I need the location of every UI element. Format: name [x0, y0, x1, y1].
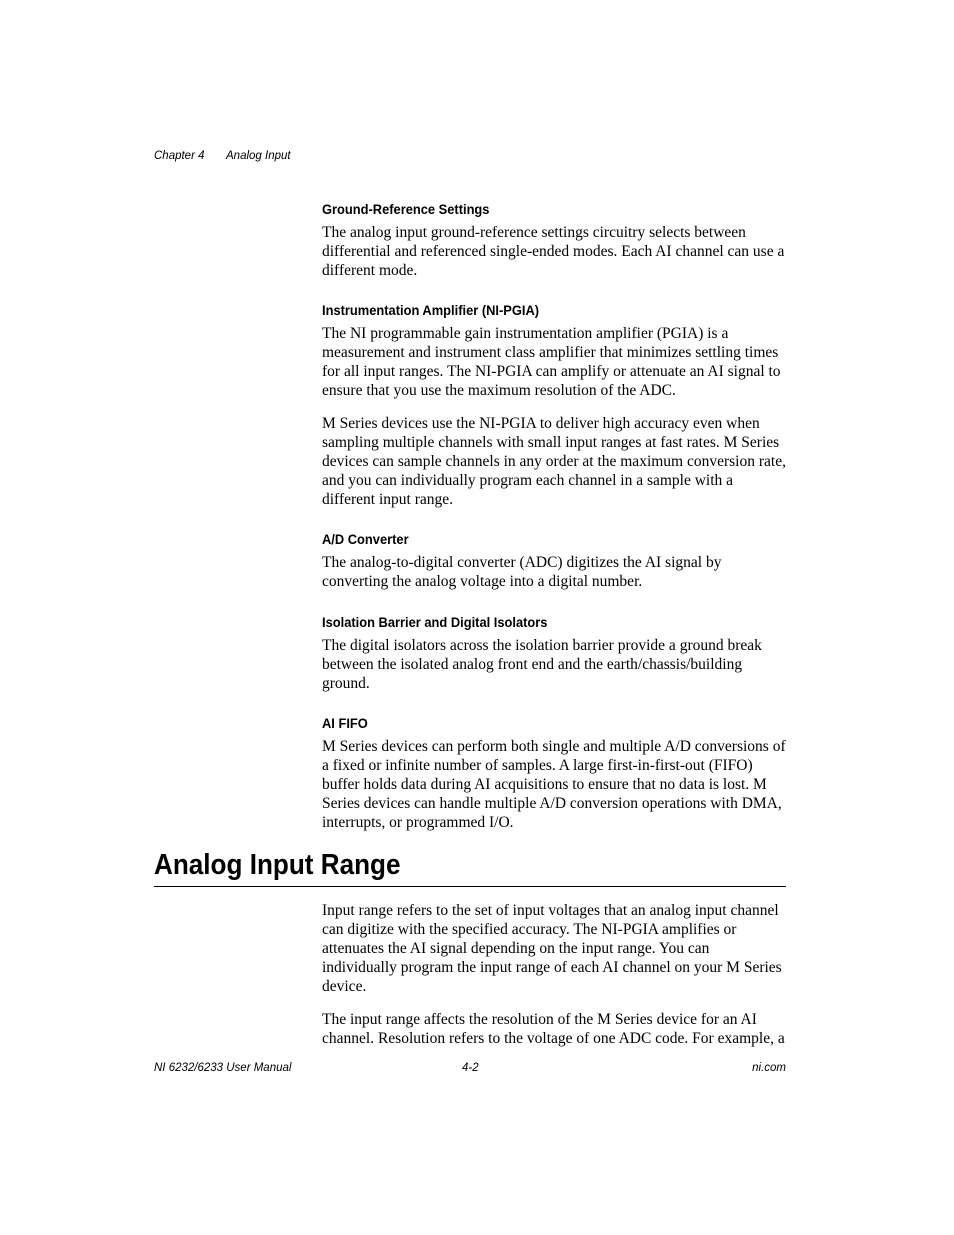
- section-ai-fifo: [322, 714, 788, 832]
- footer-page-number: 4-2: [462, 1062, 479, 1074]
- chapter-label: Chapter 4: [154, 150, 205, 162]
- section-heading: AI FIFO: [322, 715, 368, 731]
- section-heading: Isolation Barrier and Digital Isolators: [322, 614, 548, 630]
- paragraph: The input range affects the resolution of the M Series device for an AI channel. Resolution refers to the voltage of one ADC code. For example, a: [322, 1011, 785, 1047]
- paragraph: M Series devices can perform both single and multiple A/D conversions of a fixed or infinite number of samples. A large first-in-first-out (FIFO) buffer holds data during AI acquisitions to ensure that no data is lost. M Series devices can handle multiple A/D conversion operations with DMA, interrupts, or programmed I/O.: [322, 738, 786, 831]
- section-ad-converter: [322, 530, 788, 591]
- paragraph: Input range refers to the set of input voltages that an analog input channel can digitize with the specified accuracy. The NI-PGIA amplifies or attenuates the AI signal depending on the input range. You can individually program the input range of each AI channel on your M Series device.: [322, 902, 782, 995]
- main-heading: Analog Input Range: [154, 849, 401, 881]
- running-header: [154, 150, 291, 162]
- section-isolation-barrier: [322, 613, 788, 693]
- section-instrumentation-amplifier: [322, 301, 788, 509]
- paragraph: The NI programmable gain instrumentation amplifier (PGIA) is a measurement and instrument class amplifier that minimizes settling times for all input ranges. The NI-PGIA can amplify or attenuate an AI signal to ensure that you use the maximum resolution of the ADC.: [322, 325, 781, 399]
- section-ground-reference-settings: [322, 200, 788, 280]
- footer-website: ni.com: [752, 1062, 786, 1074]
- section-heading: Instrumentation Amplifier (NI-PGIA): [322, 302, 540, 318]
- paragraph: The analog-to-digital converter (ADC) digitizes the AI signal by converting the analog voltage into a digital number.: [322, 554, 722, 590]
- paragraph: The digital isolators across the isolation barrier provide a ground break between the isolated analog front end and the earth/chassis/building ground.: [322, 637, 762, 692]
- footer-manual-title: NI 6232/6233 User Manual: [154, 1062, 292, 1074]
- paragraph: The analog input ground-reference settings circuitry selects between differential and referenced single-ended modes. Each AI channel can use a different mode.: [322, 224, 785, 279]
- section-analog-input-range: [322, 901, 788, 1048]
- section-heading: A/D Converter: [322, 531, 409, 547]
- main-heading-block: [154, 846, 786, 887]
- chapter-title: Analog Input: [226, 150, 291, 162]
- paragraph: M Series devices use the NI-PGIA to deliver high accuracy even when sampling multiple channels with small input ranges at fast rates. M Series devices can sample channels in any order at the maximum conversion rate, and you can individually program each channel in a sample with a different input range.: [322, 415, 786, 508]
- section-heading: Ground-Reference Settings: [322, 201, 490, 217]
